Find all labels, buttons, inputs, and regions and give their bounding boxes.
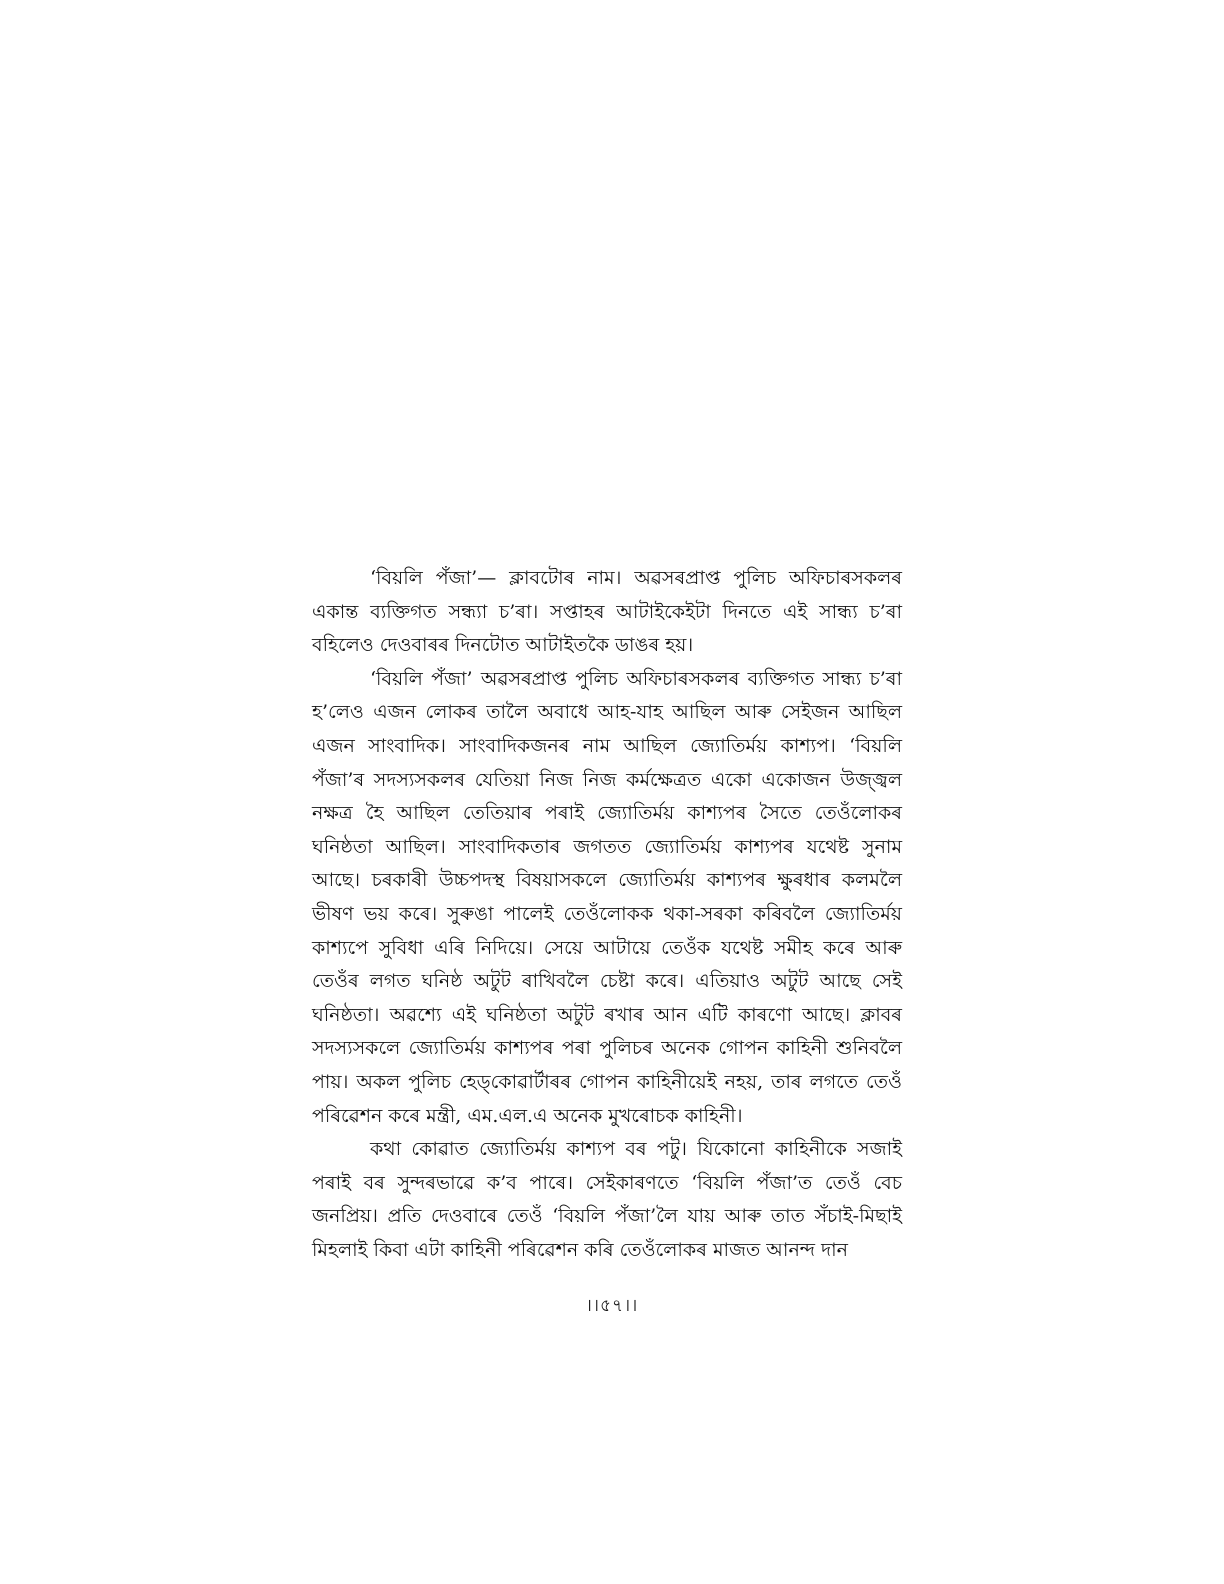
paragraph-1: ‘বিয়লি পঁজা’— ক্লাবটোৰ নাম। অৱসৰপ্ৰাপ্ত পুলিচ অফিচাৰসকলৰ একান্ত ব্যক্তিগত সন্ধ্যা চ’ৰা। সপ্তাহৰ আটাইকেইটা দিনতে এই সান্ধ্য চ’ৰা বহিলেও দেওবাৰৰ দিনটোত আটাইতকৈ ডাঙৰ হয়। <box>312 567 902 657</box>
page-number: ।।৫৭।। <box>585 1296 639 1316</box>
paragraph-2: ‘বিয়লি পঁজা’ অৱসৰপ্ৰাপ্ত পুলিচ অফিচাৰসকলৰ ব্যক্তিগত সান্ধ্য চ’ৰা হ’লেও এজন লোকৰ তালৈ অবাধে আহ-যাহ আছিল আৰু সেইজন আছিল এজন সাংবাদিক। সাংবাদিকজনৰ নাম আছিল জ্যোতিৰ্ময় কাশ্যপ। ‘বিয়লি পঁজা’ৰ সদস্যসকলৰ যেতিয়া নিজ নিজ কৰ্মক্ষেত্ৰত একো একোজন উজ্জ্বল নক্ষত্ৰ হৈ আছিল তেতিয়াৰ পৰাই জ্যোতিৰ্ময় কাশ্যপৰ সৈতে তেওঁলোকৰ ঘনিষ্ঠতা আছিল। সাংবাদিকতাৰ জগতত জ্যোতিৰ্ময় কাশ্যপৰ যথেষ্ট সুনাম আছে। চৰকাৰী উচ্চপদস্থ বিষয়াসকলে জ্যোতিৰ্ময় কাশ্যপৰ ক্ষুৰধাৰ কলমলৈ ভীষণ ভয় কৰে। সুৰুঙা পালেই তেওঁলোকক থকা-সৰকা কৰিবলৈ জ্যোতিৰ্ময় কাশ্যপে সুবিধা এৰি নিদিয়ে। সেয়ে আটায়ে তেওঁক যথেষ্ট সমীহ কৰে আৰু তেওঁৰ লগত ঘনিষ্ঠ অটুট ৰাখিবলৈ চেষ্টা কৰে। এতিয়াও অটুট আছে সেই ঘনিষ্ঠতা। অৱশ্যে এই ঘনিষ্ঠতা অটুট ৰখাৰ আন এটি কাৰণো আছে। ক্লাবৰ সদস্যসকলে জ্যোতিৰ্ময় কাশ্যপৰ পৰা পুলিচৰ অনেক গোপন কাহিনী শুনিবলৈ পায়। অকল পুলিচ হেড্‌কোৱাৰ্টাৰৰ গোপন কাহিনীয়েই নহয়, তাৰ লগতে তেওঁ পৰিৱেশন কৰে মন্ত্ৰী, এম.এল.এ অনেক মুখৰোচক কাহিনী। <box>312 667 902 1127</box>
paragraph-3: কথা কোৱাত জ্যোতিৰ্ময় কাশ্যপ বৰ পটু। যিকোনো কাহিনীকে সজাই পৰাই বৰ সুন্দৰভাৱে ক’ব পাৰে। সেইকাৰণতে ‘বিয়লি পঁজা’ত তেওঁ বেচ জনপ্ৰিয়। প্ৰতি দেওবাৰে তেওঁ ‘বিয়লি পঁজা’লৈ যায় আৰু তাত সঁচাই-মিছাই মিহলাই কিবা এটা কাহিনী পৰিৱেশন কৰি তেওঁলোকৰ মাজত আনন্দ দান <box>312 1138 902 1261</box>
body-text <box>312 562 902 1267</box>
